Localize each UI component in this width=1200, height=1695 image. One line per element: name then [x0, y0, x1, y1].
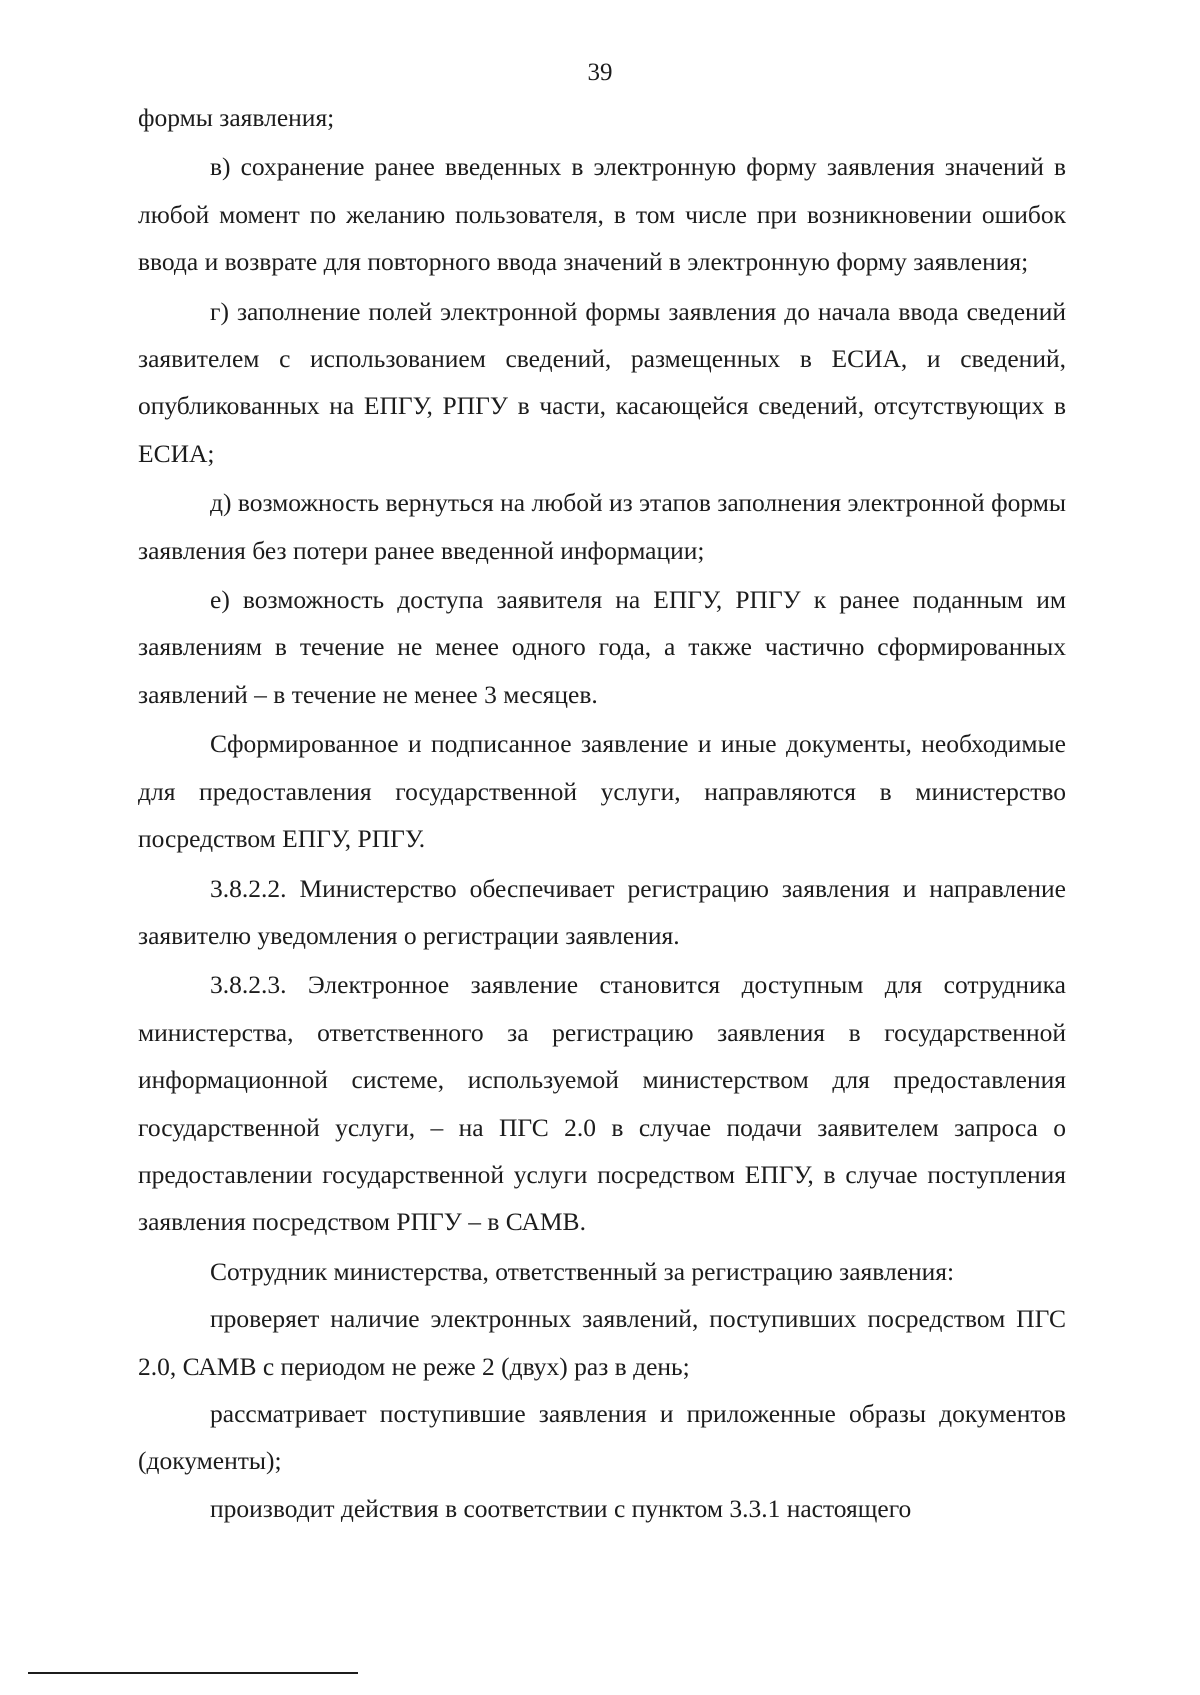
paragraph-reviews: рассматривает поступившие заявления и приложенные образы документов (документы);: [138, 1398, 1066, 1476]
paragraph-3-8-2-3: 3.8.2.3. Электронное заявление становится доступным для сотрудника министерства, ответственного за регистрацию заявления в государственной информационной системе, используемой министерством для предоставления государственной услуги, – на ПГС 2.0 в случае подачи заявителем запроса о предоставлении государственной услуги посредством ЕПГУ, в случае поступления заявления посредством РПГУ – в САМВ.: [138, 970, 1066, 1237]
paragraph-employee-intro: Сотрудник министерства, ответственный за регистрацию заявления:: [210, 1256, 955, 1286]
paragraph-item-g: г) заполнение полей электронной формы заявления до начала ввода сведений заявителем с использованием сведений, размещенных в ЕСИА, и сведений, опубликованных на ЕПГУ, РПГУ в части, касающейся сведений, отсутствующих в ЕСИА;: [138, 296, 1066, 468]
paragraph-continuation: формы заявления;: [138, 103, 335, 132]
page-number: 39: [587, 59, 613, 86]
footnote-divider: [28, 1672, 358, 1674]
paragraph-formed-application: Сформированное и подписанное заявление и иные документы, необходимые для предоставления государственной услуги, направляются в министерство посредством ЕПГУ, РПГУ.: [138, 729, 1066, 854]
paragraph-checks: проверяет наличие электронных заявлений, поступивших посредством ПГС 2.0, САМВ с периодом не реже 2 (двух) раз в день;: [138, 1304, 1066, 1381]
paragraph-item-d: д) возможность вернуться на любой из этапов заполнения электронной формы заявления без потери ранее введенной информации;: [138, 488, 1066, 565]
paragraph-performs: производит действия в соответствии с пунктом 3.3.1 настоящего: [210, 1493, 912, 1523]
paragraph-item-v: в) сохранение ранее введенных в электронную форму заявления значений в любой момент по желанию пользователя, в том числе при возникновении ошибок ввода и возврате для повторного ввода значений в электронную форму заявления;: [138, 152, 1066, 277]
paragraph-3-8-2-2: 3.8.2.2. Министерство обеспечивает регистрацию заявления и направление заявителю уведомления о регистрации заявления.: [138, 873, 1066, 950]
paragraph-item-e: е) возможность доступа заявителя на ЕПГУ, РПГУ к ранее поданным им заявлениям в течение не менее одного года, а также частично сформированных заявлений – в течение не менее 3 месяцев.: [138, 585, 1066, 709]
document-body: [138, 94, 1066, 1532]
